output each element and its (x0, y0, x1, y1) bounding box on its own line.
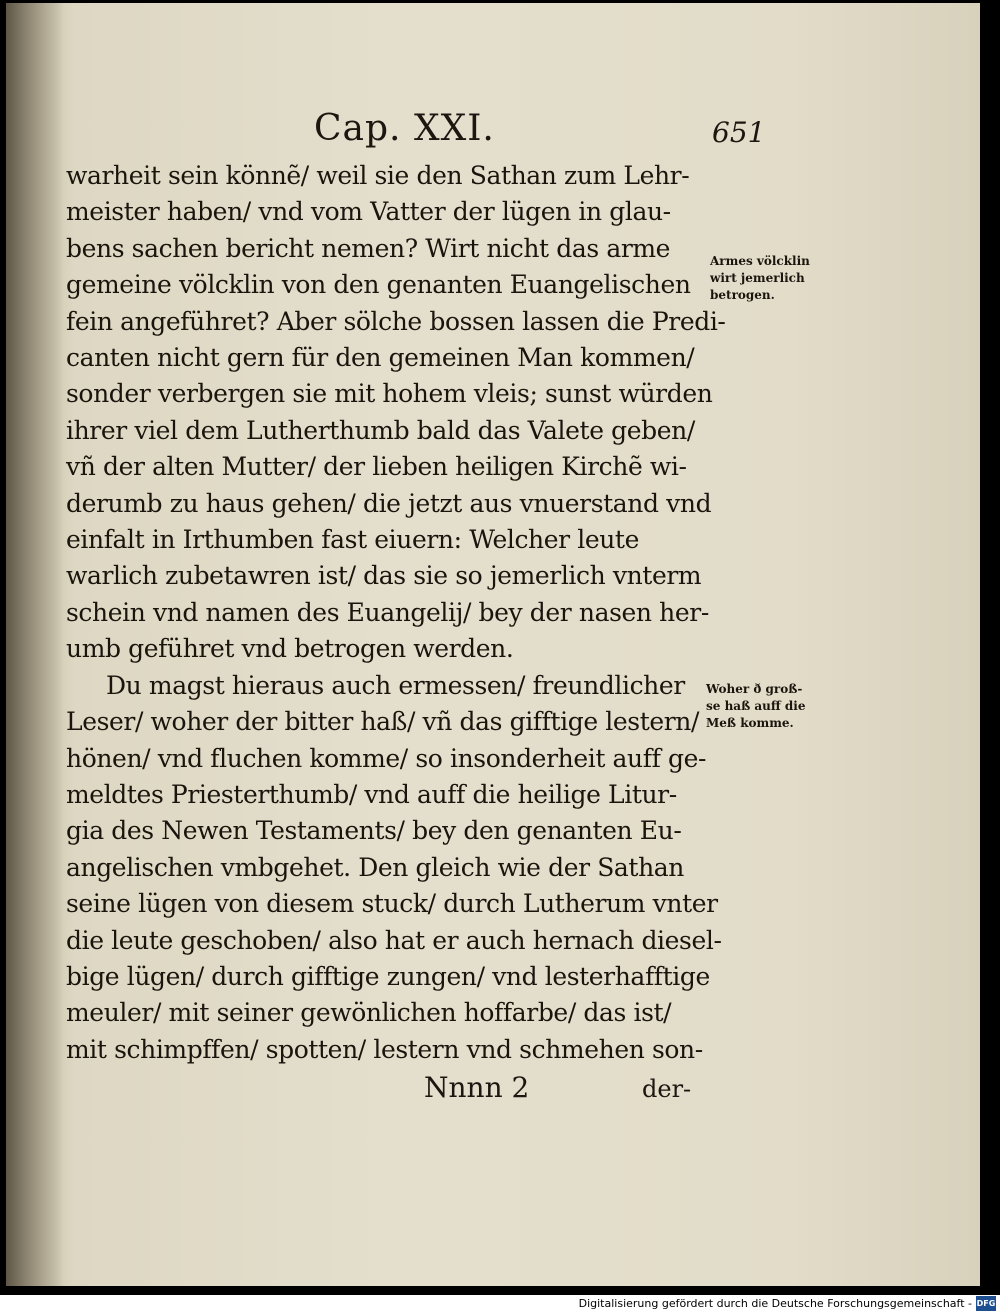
text-line: meuler/ mit seiner gewönlichen hoffarbe/ das ist/ (66, 998, 672, 1028)
text-line: meister haben/ vnd vom Vatter der lügen in glau- (66, 197, 671, 227)
text-line: gemeine völcklin von den genanten Euangelischen (66, 270, 691, 300)
text-line: fein angeführet? Aber sölche bossen lassen die Predi- (66, 306, 726, 336)
text-line: bige lügen/ durch gifftige zungen/ vnd lesterhafftige (66, 961, 710, 991)
text-line: gia des Newen Testaments/ bey den genanten Eu- (66, 816, 682, 846)
text-line: die leute geschoben/ also hat er auch hernach diesel- (66, 925, 722, 955)
margin-note-1 (710, 253, 840, 304)
text-line: ihrer viel dem Lutherthumb bald das Valete geben/ (66, 415, 695, 445)
margin-note-line: Woher ð groß- (706, 682, 803, 696)
text-line: canten nicht gern für den gemeinen Man kommen/ (66, 343, 695, 373)
text-line: umb geführet vnd betrogen werden. (66, 634, 514, 664)
text-line: warlich zubetawren ist/ das sie so jemerlich vnterm (66, 561, 702, 591)
margin-note-line: se haß auff die (706, 699, 806, 713)
text-line: angelischen vmbgehet. Den gleich wie der Sathan (66, 852, 684, 882)
text-line: sonder verbergen sie mit hohem vleis; sunst würden (66, 379, 713, 409)
signature-mark: Nnnn 2 (424, 1071, 530, 1104)
dfg-logo: DFG (976, 1296, 996, 1311)
margin-note-2 (706, 681, 836, 732)
text-line: meldtes Priesterthumb/ vnd auff die heilige Litur- (66, 779, 677, 809)
credit-bar (0, 1295, 1000, 1313)
catchword: der- (642, 1075, 692, 1103)
body-text (66, 158, 726, 1068)
text-line: derumb zu haus gehen/ die jetzt aus vnuerstand vnd (66, 488, 712, 518)
digitization-credit: Digitalisierung gefördert durch die Deutsche Forschungsgemeinschaft - (578, 1297, 972, 1310)
margin-note-line: wirt jemerlich (710, 271, 805, 285)
margin-note-line: betrogen. (710, 288, 775, 302)
text-line: bens sachen bericht nemen? Wirt nicht das arme (66, 233, 671, 263)
chapter-heading: Cap. XXI. (314, 108, 495, 149)
text-line: einfalt in Irthumben fast eiuern: Welcher leute (66, 525, 639, 555)
margin-note-line: Meß komme. (706, 716, 794, 730)
margin-note-line: Armes völcklin (710, 254, 810, 268)
text-line: Leser/ woher der bitter haß/ vñ das gifftige lestern/ (66, 707, 700, 737)
folio-number: 651 (712, 116, 766, 149)
book-page (6, 3, 980, 1286)
page-header (6, 108, 980, 153)
text-line: mit schimpffen/ spotten/ lestern vnd schmehen son- (66, 1034, 703, 1064)
text-line: warheit sein könnẽ/ weil sie den Sathan zum Lehr- (66, 161, 690, 190)
text-line: vñ der alten Mutter/ der lieben heiligen Kirchẽ wi- (66, 452, 687, 482)
text-line: Du magst hieraus auch ermessen/ freundlicher (106, 670, 685, 700)
text-line: hönen/ vnd fluchen komme/ so insonderheit auff ge- (66, 743, 707, 773)
text-line: schein vnd namen des Euangelij/ bey der nasen her- (66, 597, 709, 627)
text-line: seine lügen von diesem stuck/ durch Lutherum vnter (66, 889, 718, 919)
page-footer (6, 1071, 980, 1111)
